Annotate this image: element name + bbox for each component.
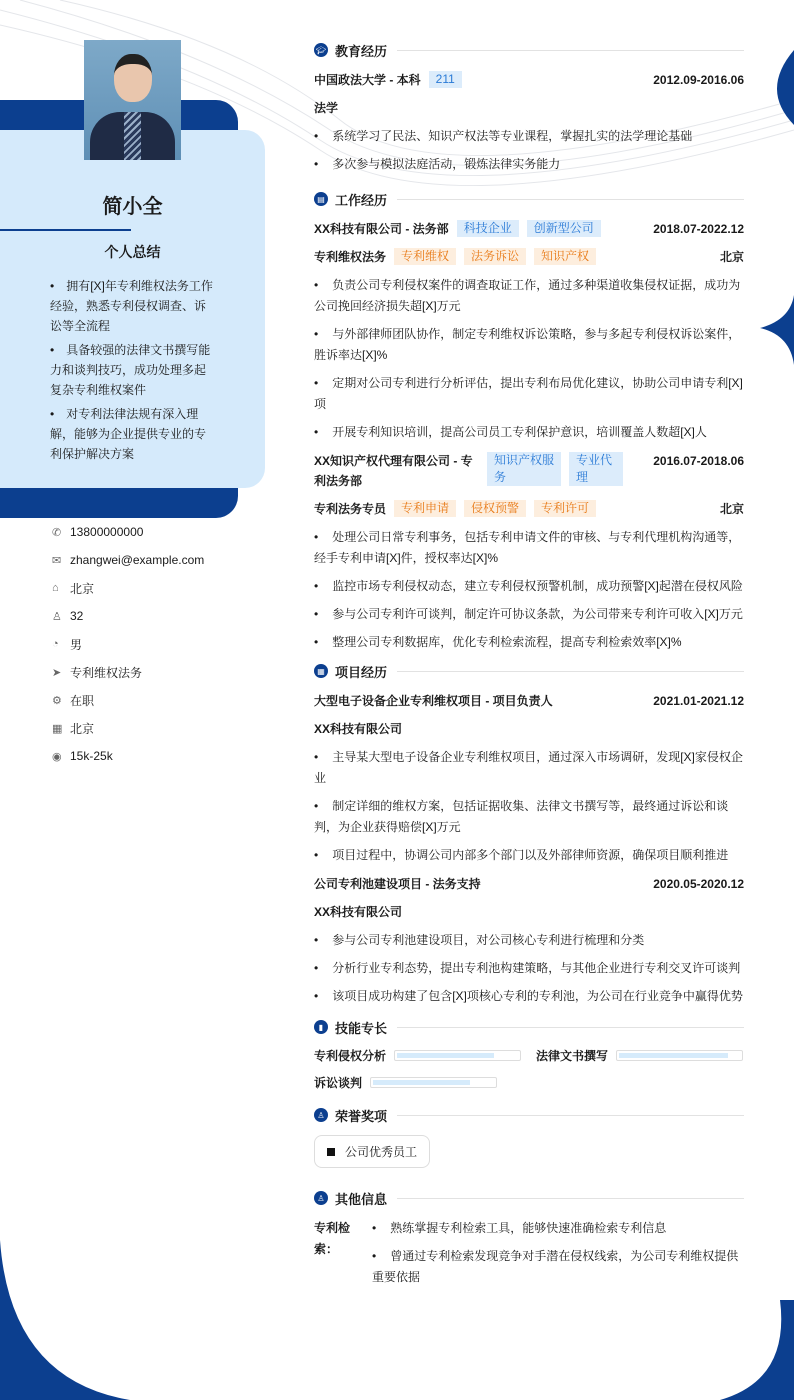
section-title: 教育经历 [335,43,388,59]
award-icon: ♙ [314,1108,328,1122]
skill-tag: 知识产权 [534,248,596,265]
skill-bar [370,1077,497,1088]
phone-icon: ✆ [52,526,62,539]
summary-title: 个人总结 [104,244,161,260]
main-content [314,40,744,1303]
contact-item [52,574,204,602]
major-row [314,98,744,118]
list-item: • 分析行业专利态势，提出专利池构建策略，与其他企业进行专利交叉许可谈判 [314,958,744,979]
list-item: • 参与公司专利许可谈判，制定许可协议条款，为公司带来专利许可收入[X]万元 [314,604,744,625]
date: 2012.09-2016.06 [653,73,744,87]
contact-text: 13800000000 [70,525,144,539]
skill-fill [373,1080,470,1085]
list-item: • 系统学习了民法、知识产权法等专业课程，掌握扎实的法学理论基础 [314,126,744,147]
date: 2020.05-2020.12 [653,877,744,891]
summary-item: • 拥有[X]年专利维权法务工作经验，熟悉专利侵权调查、诉讼等全流程 [50,276,215,336]
bullet-list [314,527,744,653]
list-item: • 多次参与模拟法庭活动，锻炼法律实务能力 [314,154,744,175]
project-header [314,691,744,711]
section-projects [314,661,744,681]
job-header [314,219,744,239]
role-row [314,499,744,519]
avatar-photo [84,40,181,160]
list-item: • 监控市场专利侵权动态，建立专利侵权预警机制，成功预警[X]起潜在侵权风险 [314,576,744,597]
section-title: 荣誉奖项 [335,1108,388,1124]
role-group [314,247,596,267]
contact-text: 专利维权法务 [70,665,143,680]
salary-icon: ◉ [52,750,62,763]
list-item: • 项目过程中，协调公司内部多个部门以及外部律师资源，确保项目顺利推进 [314,845,744,866]
graduation-cap-icon: 🎓︎ [314,43,328,57]
tag: 专业代理 [569,452,623,486]
skill-name: 专利侵权分析 [314,1049,387,1063]
contact-item [52,714,204,742]
other-label: 专利检索： [314,1221,351,1256]
skill-item [314,1047,522,1064]
section-title: 工作经历 [335,192,388,208]
skill-tag: 专利许可 [534,500,596,517]
list-item: • 主导某大型电子设备企业专利维权项目，通过深入市场调研，发现[X]家侵权企业 [314,747,744,789]
skill-fill [397,1053,494,1058]
list-item: • 与外部律师团队协作，制定专利维权诉讼策略，参与多起专利侵权诉讼案件，胜诉率达[X]% [314,324,744,366]
company: XX知识产权代理有限公司 - 专利法务部 [314,454,473,488]
role: 专利维权法务 [314,250,387,264]
role: 专利法务专员 [314,502,387,516]
list-item: • 曾通过专利检索发现竞争对手潜在侵权线索，为公司专利维权提供重要依据 [372,1246,744,1288]
company: XX科技有限公司 - 法务部 [314,222,449,236]
candidate-name: 简小全 [102,196,163,218]
skill-tag: 侵权预警 [464,500,526,517]
contact-item [52,686,204,714]
education-header [314,70,744,90]
tag: 创新型公司 [527,220,601,237]
mail-icon: ✉ [52,554,62,567]
square-bullet-icon [327,1148,335,1156]
list-item: • 参与公司专利池建设项目，对公司核心专利进行梳理和分类 [314,930,744,951]
skill-item [536,1047,744,1064]
award-label: 公司优秀员工 [345,1145,418,1159]
bullet-list [314,275,744,443]
org-row [314,902,744,922]
other-info [314,1218,744,1303]
briefcase-icon: ▤ [314,192,328,206]
contact-item [52,518,204,546]
contact-item [52,546,204,574]
role-group [314,499,596,519]
section-education [314,40,744,60]
bullet-list [314,930,744,1007]
list-item: • 定期对公司专利进行分析评估，提出专利布局优化建议，协助公司申请专利[X]项 [314,373,744,415]
contact-item [52,630,204,658]
info-icon: ♙ [314,1191,328,1205]
job-header [314,451,744,491]
tag: 知识产权服务 [487,452,561,486]
skill-bar [616,1050,743,1061]
tag: 科技企业 [457,220,519,237]
date: 2016.07-2018.06 [653,454,744,468]
gender-icon: ◔ [52,638,59,650]
bar-chart-icon: ▮ [314,1020,328,1034]
section-work [314,189,744,209]
org-row [314,719,744,739]
contact-text: 北京 [70,721,95,736]
contact-list [52,518,204,770]
contact-text: 在职 [70,693,95,708]
contact-text: 北京 [70,581,95,596]
skill-tag: 法务诉讼 [464,248,526,265]
section-awards [314,1105,744,1125]
skill-name: 诉讼谈判 [314,1076,363,1090]
skill-item [314,1074,497,1091]
section-skills [314,1017,744,1037]
contact-text: 男 [70,637,83,652]
section-title: 其他信息 [335,1191,388,1207]
grid-icon: ▦ [314,664,328,678]
contact-text: zhangwei@example.com [70,553,205,567]
date: 2018.07-2022.12 [653,222,744,236]
gear-icon: ⚙ [52,694,62,707]
skill-bar [394,1050,521,1061]
summary-item: • 具备较强的法律文书撰写能力和谈判技巧，成功处理多起复杂专利维权案件 [50,340,215,400]
date: 2021.01-2021.12 [653,694,744,708]
major: 法学 [314,101,339,115]
summary-list [50,276,215,468]
city: 北京 [719,502,744,516]
age-icon: ♙ [52,610,62,623]
summary-item: • 对专利法律法规有深入理解，能够为企业提供专业的专利保护解决方案 [50,404,215,464]
section-other [314,1188,744,1208]
skill-tag: 专利申请 [394,500,456,517]
contact-item [52,742,204,770]
contact-text: 32 [70,609,84,623]
contact-text: 15k-25k [70,749,113,763]
send-icon: ➤ [52,666,62,679]
list-item: • 负责公司专利侵权案件的调查取证工作，通过多种渠道收集侵权证据，成功为公司挽回经济损失超[X]万元 [314,275,744,317]
skill-tag: 专利维权 [394,248,456,265]
contact-item [52,658,204,686]
divider [0,229,131,231]
list-item: • 开展专利知识培训，提高公司员工专利保护意识，培训覆盖人数超[X]人 [314,422,744,443]
list-item: • 制定详细的维权方案，包括证据收集、法律文书撰写等，最终通过诉讼和谈判，为企业获得赔偿[X]万元 [314,796,744,838]
building-icon: ▦ [52,722,63,735]
list-item: • 该项目成功构建了包含[X]项核心专利的专利池，为公司在行业竞争中赢得优势 [314,986,744,1007]
city: 北京 [719,250,744,264]
role-row [314,247,744,267]
tag: 211 [429,71,462,88]
org: XX科技有限公司 [314,905,403,919]
section-title: 技能专长 [335,1020,388,1036]
org: XX科技有限公司 [314,722,403,736]
home-icon: ⌂ [52,582,59,594]
skill-fill [619,1053,728,1058]
list-item: • 熟练掌握专利检索工具，能够快速准确检索专利信息 [372,1218,744,1239]
award-item [314,1135,430,1168]
project-name: 大型电子设备企业专利维权项目 - 项目负责人 [314,694,553,708]
project-header [314,874,744,894]
section-title: 项目经历 [335,664,388,680]
project-name: 公司专利池建设项目 - 法务支持 [314,877,481,891]
bullet-list [314,747,744,866]
school: 中国政法大学 - 本科 [314,73,421,87]
list-item: • 整理公司专利数据库，优化专利检索流程，提高专利检索效率[X]% [314,632,744,653]
list-item: • 处理公司日常专利事务，包括专利申请文件的审核、与专利代理机构沟通等，经手专利申请[X]件，授权率达[X]% [314,527,744,569]
job-title-group [314,219,601,239]
skill-name: 法律文书撰写 [536,1049,609,1063]
contact-item [52,602,204,630]
job-title-group [314,451,623,491]
